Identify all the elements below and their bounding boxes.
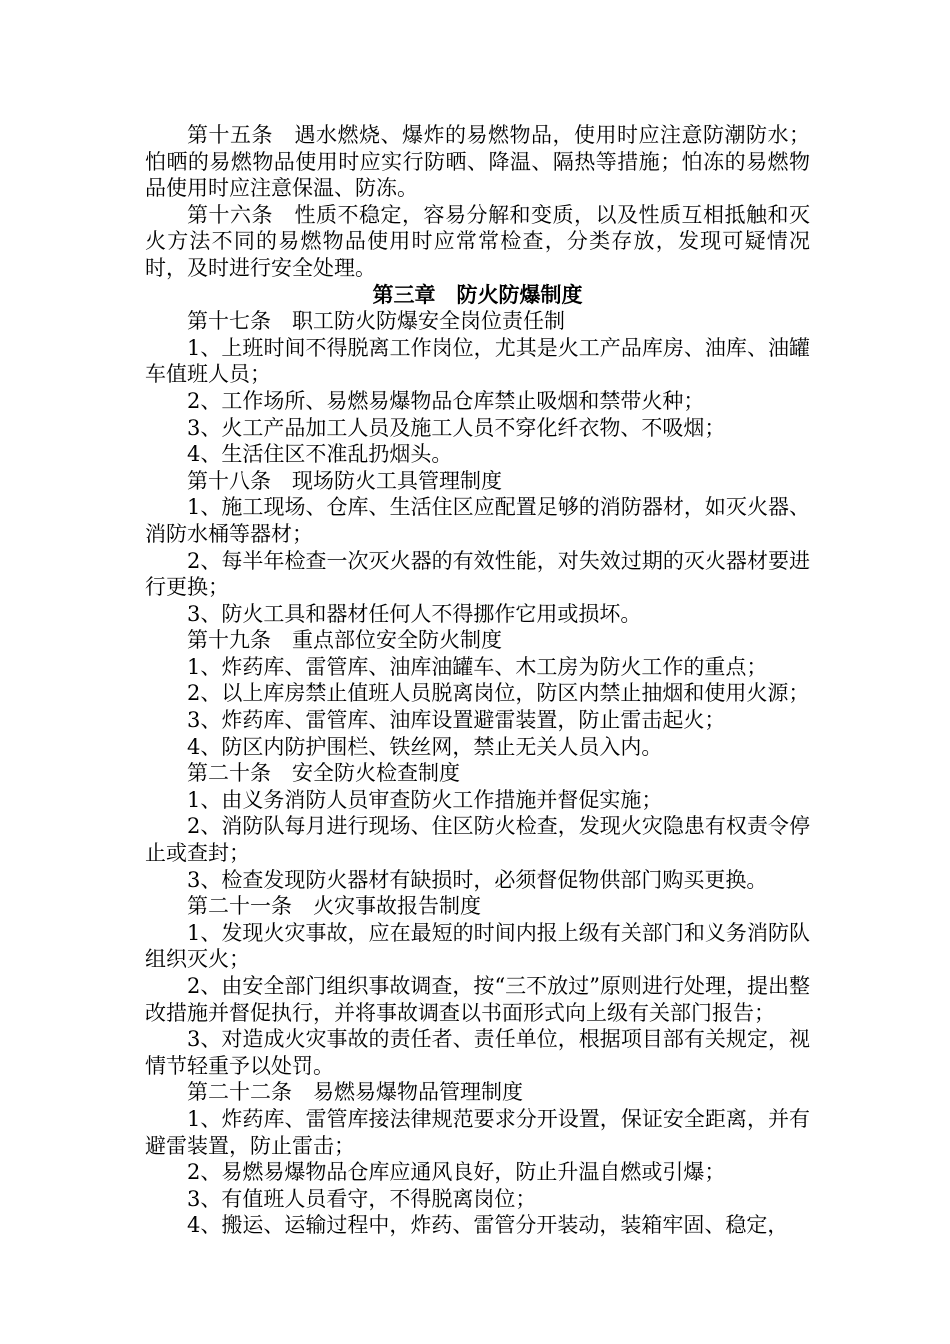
paragraph: 1、由义务消防人员审查防火工作措施并督促实施； <box>187 787 663 812</box>
paragraph: 1、施工现场、仓库、生活住区应配置足够的消防器材，如灭火器、消防水桶等器材； <box>145 495 810 546</box>
paragraph: 第十六条 性质不稳定，容易分解和变质，以及性质互相抵触和灭火方法不同的易燃物品使用时应常常检查，分类存放，发现可疑情况时，及时进行安全处理。 <box>145 202 810 280</box>
chapter-heading: 第三章 防火防爆制度 <box>372 281 583 307</box>
paragraph: 3、有值班人员看守，不得脱离岗位； <box>187 1186 537 1211</box>
paragraph: 第十五条 遇水燃烧、爆炸的易燃物品，使用时应注意防潮防水；怕晒的易燃物品使用时应实行防晒、降温、隔热等措施；怕冻的易燃物品使用时应注意保温、防冻。 <box>145 123 810 201</box>
paragraph: 第十八条 现场防火工具管理制度 <box>187 468 502 493</box>
paragraph: 4、防区内防护围栏、铁丝网，禁止无关人员入内。 <box>187 734 663 759</box>
paragraph: 4、生活住区不准乱扔烟头。 <box>187 442 453 467</box>
paragraph: 1、炸药库、雷管库、油库油罐车、木工房为防火工作的重点； <box>187 654 768 679</box>
paragraph: 3、火工产品加工人员及施工人员不穿化纤衣物、不吸烟； <box>187 415 726 440</box>
document-page <box>145 122 810 1239</box>
paragraph: 2、以上库房禁止值班人员脱离岗位，防区内禁止抽烟和使用火源； <box>187 681 810 706</box>
paragraph: 第二十条 安全防火检查制度 <box>187 761 460 786</box>
paragraph: 3、炸药库、雷管库、油库设置避雷装置，防止雷击起火； <box>187 708 726 733</box>
paragraph: 4、搬运、运输过程中，炸药、雷管分开装动，装箱牢固、稳定， <box>187 1213 789 1238</box>
paragraph: 3、防火工具和器材任何人不得挪作它用或损坏。 <box>187 601 642 626</box>
paragraph: 1、炸药库、雷管库接法律规范要求分开设置，保证安全距离，并有避雷装置，防止雷击； <box>145 1106 810 1158</box>
paragraph: 第二十一条 火灾事故报告制度 <box>187 894 481 919</box>
paragraph: 2、由安全部门组织事故调查，按“三不放过”原则进行处理，提出整改措施并督促执行，并将事故调查以书面形式向上级有关部门报告； <box>145 974 810 1025</box>
paragraph: 1、上班时间不得脱离工作岗位，尤其是火工产品库房、油库、油罐车值班人员； <box>145 335 810 387</box>
paragraph: 2、消防队每月进行现场、住区防火检查，发现火灾隐患有权责令停止或查封； <box>145 814 810 866</box>
paragraph: 2、工作场所、易燃易爆物品仓库禁止吸烟和禁带火种； <box>187 388 705 413</box>
paragraph: 第十九条 重点部位安全防火制度 <box>187 628 502 653</box>
paragraph: 3、检查发现防火器材有缺损时，必须督促物供部门购买更换。 <box>187 867 768 892</box>
paragraph: 第二十二条 易燃易爆物品管理制度 <box>187 1080 523 1105</box>
paragraph: 3、对造成火灾事故的责任者、责任单位，根据项目部有关规定，视情节轻重予以处罚。 <box>145 1027 810 1078</box>
paragraph: 1、发现火灾事故，应在最短的时间内报上级有关部门和义务消防队组织灭火； <box>145 920 810 972</box>
paragraph: 2、每半年检查一次灭火器的有效性能，对失效过期的灭火器材要进行更换； <box>145 548 810 600</box>
paragraph: 第十七条 职工防火防爆安全岗位责任制 <box>187 309 565 334</box>
paragraph: 2、易燃易爆物品仓库应通风良好，防止升温自燃或引爆； <box>187 1160 726 1185</box>
